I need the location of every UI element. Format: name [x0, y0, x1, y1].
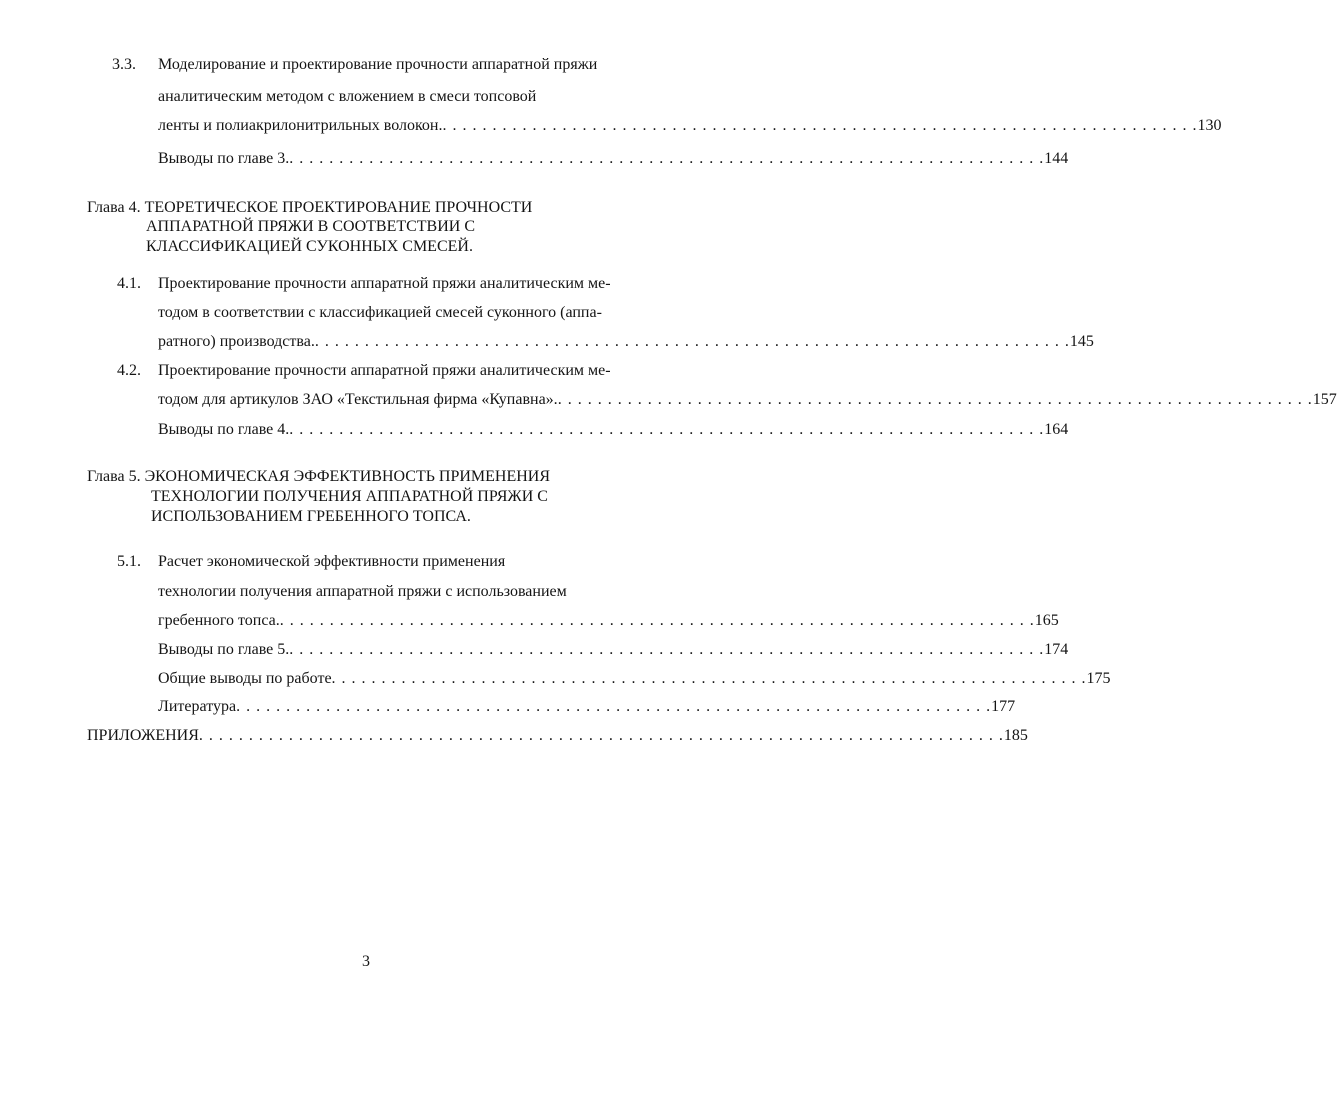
page-ref: 144	[1044, 150, 1069, 167]
entry-leader-line	[158, 333, 1094, 351]
dot-leader: . . . . . . . . . . . . . . . . . . . . . . . . . . . . . . . . . . . . . . . . . . . . . . . . . . . . . . . . . . . . . . . . . . . . . . . . . . . .	[236, 698, 992, 715]
page-ref: 185	[1003, 727, 1028, 744]
entry-title: Общие выводы по работе	[158, 670, 332, 687]
entry-leader-line	[158, 117, 1222, 135]
dot-leader: . . . . . . . . . . . . . . . . . . . . . . . . . . . . . . . . . . . . . . . . . . . . . . . . . . . . . . . . . . . . . . . . . . . . . . . . . . . .	[289, 641, 1045, 658]
entry-title-line-2: аналитическим методом с вложением в смеси топсовой	[158, 88, 537, 105]
toc-entry-conclusions-3	[158, 150, 1069, 168]
entry-title: ПРИЛОЖЕНИЯ	[87, 727, 199, 744]
entry-title-line-1: Проектирование прочности аппаратной пряжи аналитическим ме-	[158, 362, 611, 379]
page-ref: 165	[1034, 612, 1059, 629]
dot-leader: . . . . . . . . . . . . . . . . . . . . . . . . . . . . . . . . . . . . . . . . . . . . . . . . . . . . . . . . . . . . . . . . . . . . . . . . . . . .	[331, 670, 1087, 687]
chapter-heading-line-2: ТЕХНОЛОГИИ ПОЛУЧЕНИЯ АППАРАТНОЙ ПРЯЖИ С	[151, 488, 548, 505]
dot-leader: . . . . . . . . . . . . . . . . . . . . . . . . . . . . . . . . . . . . . . . . . . . . . . . . . . . . . . . . . . . . . . . . . . . . . . . . . . . .	[314, 333, 1070, 350]
entry-title-line-3: ленты и полиакрилонитрильных волокон.	[158, 117, 443, 134]
chapter-heading-line-2: АППАРАТНОЙ ПРЯЖИ В СООТВЕТСТВИИ С	[146, 218, 476, 235]
entry-title-line-2: тодом для артикулов ЗАО «Текстильная фирма «Купавна».	[158, 391, 558, 408]
dot-leader: . . . . . . . . . . . . . . . . . . . . . . . . . . . . . . . . . . . . . . . . . . . . . . . . . . . . . . . . . . . . . . . . . . . . . . . . . . . .	[289, 150, 1045, 167]
toc-entry-conclusions-5	[158, 641, 1069, 659]
entry-title: Выводы по главе 4.	[158, 421, 290, 438]
chapter-heading-line-3: КЛАССИФИКАЦИЕЙ СУКОННЫХ СМЕСЕЙ.	[146, 238, 473, 255]
dot-leader: . . . . . . . . . . . . . . . . . . . . . . . . . . . . . . . . . . . . . . . . . . . . . . . . . . . . . . . . . . . . . . . . . . . . . . . . . . . .	[279, 612, 1035, 629]
dot-leader: . . . . . . . . . . . . . . . . . . . . . . . . . . . . . . . . . . . . . . . . . . . . . . . . . . . . . . . . . . . . . . . . . . . . . . . . . . . . . . . . .	[198, 727, 1004, 744]
entry-title-line-2: технологии получения аппаратной пряжи с использованием	[158, 583, 567, 600]
dot-leader: . . . . . . . . . . . . . . . . . . . . . . . . . . . . . . . . . . . . . . . . . . . . . . . . . . . . . . . . . . . . . . . . . . . . . . . . . . . .	[557, 391, 1313, 408]
section-number: 4.2.	[117, 362, 141, 379]
section-number: 3.3.	[112, 56, 136, 73]
dot-leader: . . . . . . . . . . . . . . . . . . . . . . . . . . . . . . . . . . . . . . . . . . . . . . . . . . . . . . . . . . . . . . . . . . . . . . . . . . . .	[442, 117, 1198, 134]
page-ref: 177	[991, 698, 1016, 715]
section-number: 4.1.	[117, 275, 141, 292]
entry-title-line-2: тодом в соответствии с классификацией смесей суконного (аппа-	[158, 304, 602, 321]
entry-leader-line	[158, 612, 1059, 630]
toc-entry-conclusions-4	[158, 421, 1069, 439]
entry-title-line-1: Расчет экономической эффективности применения	[158, 553, 506, 570]
page-ref: 174	[1044, 641, 1069, 658]
entry-leader-line	[158, 391, 1337, 409]
page-ref: 145	[1069, 333, 1094, 350]
entry-title: Выводы по главе 5.	[158, 641, 290, 658]
toc-entry-general-conclusions	[158, 670, 1111, 688]
entry-title-line-1: Моделирование и проектирование прочности аппаратной пряжи	[158, 56, 598, 73]
dot-leader: . . . . . . . . . . . . . . . . . . . . . . . . . . . . . . . . . . . . . . . . . . . . . . . . . . . . . . . . . . . . . . . . . . . . . . . . . . . .	[289, 421, 1045, 438]
entry-title: Выводы по главе 3.	[158, 150, 290, 167]
chapter-heading-line-1: Глава 4. ТЕОРЕТИЧЕСКОЕ ПРОЕКТИРОВАНИЕ ПРОЧНОСТИ	[87, 199, 533, 216]
page-number: 3	[362, 953, 370, 970]
page-ref: 175	[1086, 670, 1111, 687]
page-ref: 164	[1044, 421, 1069, 438]
chapter-heading-line-3: ИСПОЛЬЗОВАНИЕМ ГРЕБЕННОГО ТОПСА.	[151, 508, 471, 525]
section-number: 5.1.	[117, 553, 141, 570]
toc-entry-literature	[158, 698, 1016, 716]
entry-title-line-3: гребенного топса.	[158, 612, 280, 629]
entry-title-line-1: Проектирование прочности аппаратной пряжи аналитическим ме-	[158, 275, 611, 292]
toc-entry-appendix	[87, 727, 1028, 745]
page-ref: 130	[1197, 117, 1222, 134]
entry-title: Литература	[158, 698, 237, 715]
entry-title-line-3: ратного) производства.	[158, 333, 315, 350]
chapter-heading-line-1: Глава 5. ЭКОНОМИЧЕСКАЯ ЭФФЕКТИВНОСТЬ ПРИМЕНЕНИЯ	[87, 468, 551, 485]
page-ref: 157	[1312, 391, 1337, 408]
